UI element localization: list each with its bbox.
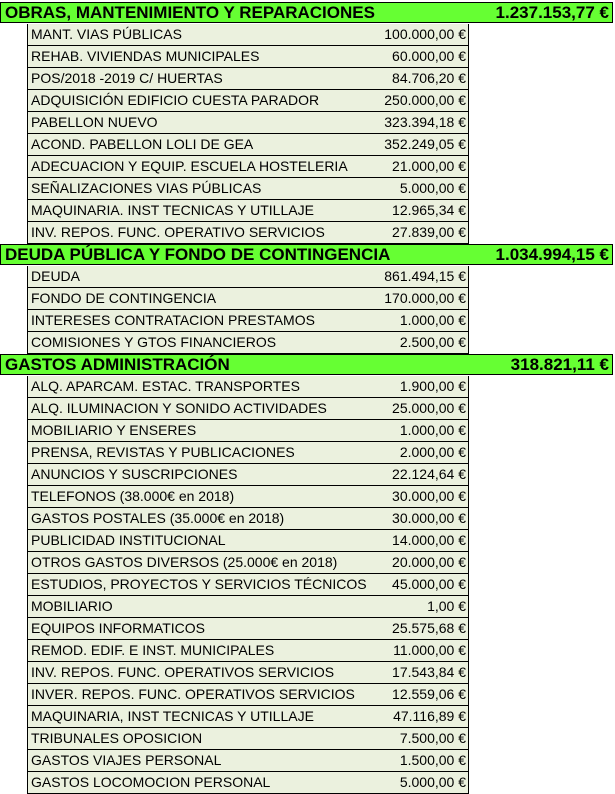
line-item-amount: 84.706,20 € [392,70,466,86]
line-item-label: INV. REPOS. FUNC. OPERATIVOS SERVICIOS [31,664,335,680]
line-item-row [27,266,469,288]
line-item-row [27,222,469,244]
line-item-row [27,640,469,662]
line-item-row [27,156,469,178]
line-item-label: TELEFONOS (38.000€ en 2018) [31,488,235,504]
line-item-label: MAQUINARIA. INST TECNICAS Y UTILLAJE [31,202,314,218]
line-item-label: GASTOS POSTALES (35.000€ en 2018) [31,510,285,526]
section-title: GASTOS ADMINISTRACIÓN [5,355,230,374]
line-item-row [27,398,469,420]
line-item-row [27,200,469,222]
line-item-label: ADQUISICIÓN EDIFICIO CUESTA PARADOR [31,92,320,108]
line-item-label: PABELLON NUEVO [31,114,158,130]
line-item-amount: 2.500,00 € [399,334,466,350]
line-item-amount: 27.839,00 € [392,224,466,240]
line-item-row [27,508,469,530]
line-item-row [27,464,469,486]
line-item-amount: 5.000,00 € [399,774,466,790]
line-item-row [27,24,469,46]
line-item-label: ANUNCIOS Y SUSCRIPCIONES [31,466,238,482]
line-item-amount: 1.500,00 € [399,752,466,768]
line-item-label: MAQUINARIA, INST TECNICAS Y UTILLAJE [31,708,314,724]
line-item-label: GASTOS LOCOMOCION PERSONAL [31,774,271,790]
line-item-label: DEUDA [31,268,81,284]
line-item-row [27,684,469,706]
line-item-amount: 21.000,00 € [392,158,466,174]
line-item-label: MOBILIARIO Y ENSERES [31,422,197,438]
line-item-amount: 5.000,00 € [399,180,466,196]
line-item-row [27,750,469,772]
line-item-amount: 861.494,15 € [384,268,466,284]
line-item-row [27,596,469,618]
line-item-amount: 25.000,00 € [392,400,466,416]
line-item-row [27,574,469,596]
line-item-amount: 30.000,00 € [392,488,466,504]
line-item-label: REMOD. EDIF. E INST. MUNICIPALES [31,642,275,658]
line-item-row [27,662,469,684]
line-item-label: ADECUACION Y EQUIP. ESCUELA HOSTELERIA [31,158,348,174]
line-item-label: POS/2018 -2019 C/ HUERTAS [31,70,223,86]
line-item-row [27,288,469,310]
line-item-row [27,112,469,134]
line-item-label: EQUIPOS INFORMATICOS [31,620,205,636]
line-item-amount: 170.000,00 € [384,290,466,306]
line-item-amount: 45.000,00 € [392,576,466,592]
line-item-label: TRIBUNALES OPOSICION [31,730,203,746]
line-item-amount: 12.965,34 € [392,202,466,218]
line-item-label: PRENSA, REVISTAS Y PUBLICACIONES [31,444,295,460]
line-item-row [27,46,469,68]
line-item-amount: 47.116,89 € [393,708,466,724]
line-item-amount: 1.900,00 € [399,378,466,394]
line-item-label: GASTOS VIAJES PERSONAL [31,752,222,768]
line-item-label: MANT. VIAS PÚBLICAS [31,26,182,42]
line-item-label: OTROS GASTOS DIVERSOS (25.000€ en 2018) [31,554,338,570]
line-item-row [27,772,469,794]
line-item-amount: 14.000,00 € [392,532,466,548]
line-item-label: ALQ. ILUMINACION Y SONIDO ACTIVIDADES [31,400,327,416]
line-item-row [27,706,469,728]
line-item-label: INV. REPOS. FUNC. OPERATIVO SERVICIOS [31,224,325,240]
section-total: 318.821,11 € [510,355,609,374]
line-item-amount: 2.000,00 € [399,444,466,460]
section-total: 1.237.153,77 € [495,3,609,22]
line-item-row [27,530,469,552]
section-title: OBRAS, MANTENIMIENTO Y REPARACIONES [5,3,375,22]
line-item-amount: 7.500,00 € [399,730,466,746]
line-item-row [27,68,469,90]
line-item-label: INVER. REPOS. FUNC. OPERATIVOS SERVICIOS [31,686,355,702]
line-item-amount: 20.000,00 € [392,554,466,570]
line-item-amount: 30.000,00 € [392,510,466,526]
line-item-row [27,618,469,640]
line-item-amount: 1.000,00 € [399,422,466,438]
line-item-row [27,728,469,750]
line-item-row [27,310,469,332]
section-header [0,2,613,23]
line-item-amount: 250.000,00 € [384,92,466,108]
line-item-label: REHAB. VIVIENDAS MUNICIPALES [31,48,260,64]
section-header [0,354,613,375]
line-item-amount: 25.575,68 € [392,620,466,636]
section-total: 1.034.994,15 € [495,245,609,264]
line-item-row [27,420,469,442]
section-header [0,244,613,265]
line-item-amount: 11.000,00 € [393,642,466,658]
line-item-row [27,486,469,508]
line-item-label: MOBILIARIO [31,598,113,614]
line-item-amount: 22.124,64 € [392,466,466,482]
line-item-row [27,178,469,200]
line-item-row [27,332,469,354]
line-item-amount: 1.000,00 € [399,312,466,328]
section-title: DEUDA PÚBLICA Y FONDO DE CONTINGENCIA [5,245,391,264]
line-item-label: COMISIONES Y GTOS FINANCIEROS [31,334,277,350]
line-item-amount: 323.394,18 € [384,114,466,130]
line-item-row [27,376,469,398]
line-item-amount: 1,00 € [427,598,466,614]
line-item-label: INTERESES CONTRATACION PRESTAMOS [31,312,315,328]
line-item-label: ACOND. PABELLON LOLI DE GEA [31,136,254,152]
line-item-row [27,442,469,464]
line-item-amount: 17.543,84 € [392,664,466,680]
line-item-row [27,90,469,112]
line-item-label: FONDO DE CONTINGENCIA [31,290,217,306]
line-item-label: ALQ. APARCAM. ESTAC. TRANSPORTES [31,378,300,394]
line-item-amount: 100.000,00 € [384,26,466,42]
line-item-label: PUBLICIDAD INSTITUCIONAL [31,532,226,548]
line-item-label: SEÑALIZACIONES VIAS PÚBLICAS [31,180,262,196]
line-item-amount: 60.000,00 € [392,48,466,64]
line-item-amount: 352.249,05 € [384,136,466,152]
line-item-label: ESTUDIOS, PROYECTOS Y SERVICIOS TÉCNICOS [31,576,367,592]
line-item-row [27,134,469,156]
line-item-row [27,552,469,574]
line-item-amount: 12.559,06 € [392,686,466,702]
